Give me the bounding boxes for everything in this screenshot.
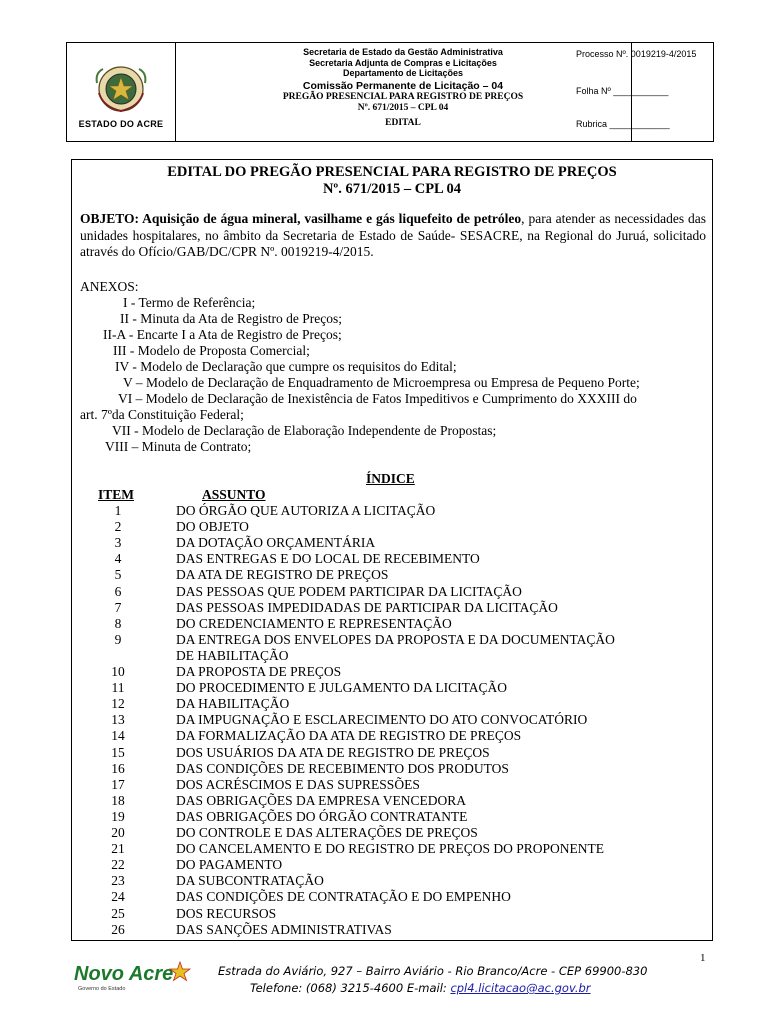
- indice-item-subject: DAS PESSOAS QUE PODEM PARTICIPAR DA LICITAÇÃO: [176, 584, 522, 599]
- indice-item-number: 10: [111, 664, 125, 679]
- indice-item-number: 11: [111, 680, 125, 695]
- header-edital: EDITAL: [385, 117, 421, 128]
- indice-col-assunto: ASSUNTO: [202, 487, 266, 502]
- indice-item-number: 6: [114, 584, 122, 599]
- header-title-cell: [175, 43, 632, 141]
- header-commission: Comissão Permanente de Licitação – 04: [302, 79, 504, 92]
- header-logo-cell: [67, 43, 176, 141]
- anexo-item: art. 7ºda Constituição Federal;: [80, 407, 244, 422]
- indice-item-number: 25: [111, 906, 125, 921]
- header-pregao: PREGÃO PRESENCIAL PARA REGISTRO DE PREÇOS: [282, 91, 524, 102]
- indice-item-subject: DA ATA DE REGISTRO DE PREÇOS: [176, 567, 389, 582]
- indice-item-subject: DOS USUÁRIOS DA ATA DE REGISTRO DE PREÇOS: [176, 745, 490, 760]
- footer-address: Estrada do Aviário, 927 – Bairro Aviário - Rio Branco/Acre - CEP 69900-830: [218, 964, 648, 978]
- anexo-item: V – Modelo de Declaração de Enquadramento de Microempresa ou Empresa de Pequeno Porte;: [123, 375, 640, 390]
- indice-item-subject: DO CREDENCIAMENTO E REPRESENTAÇÃO: [176, 616, 452, 631]
- indice-item-subject: DA ENTREGA DOS ENVELOPES DA PROPOSTA E DA DOCUMENTAÇÃO: [176, 632, 615, 647]
- anexo-item: III - Modelo de Proposta Comercial;: [113, 343, 310, 358]
- state-coat-of-arms-icon: [93, 63, 149, 115]
- indice-item-subject: DA IMPUGNAÇÃO E ESCLARECIMENTO DO ATO CONVOCATÓRIO: [176, 712, 588, 727]
- indice-item-number: 8: [114, 616, 122, 631]
- indice-item-number: 14: [111, 728, 125, 743]
- anexo-item: VIII – Minuta de Contrato;: [105, 439, 252, 454]
- indice-item-subject: DO PAGAMENTO: [176, 857, 283, 872]
- indice-item-number: 4: [114, 551, 122, 566]
- indice-item-number: 9: [114, 632, 122, 647]
- document-title-line-1: EDITAL DO PREGÃO PRESENCIAL PARA REGISTRO DE PREÇOS: [167, 164, 617, 180]
- objeto-label: OBJETO: Aquisição de água mineral, vasilhame e gás liquefeito de petróleo: [80, 211, 522, 226]
- anexo-item: VI – Modelo de Declaração de Inexistência de Fatos Impeditivos e Cumprimento do XXXIII do: [118, 391, 637, 406]
- indice-item-subject: DAS SANÇÕES ADMINISTRATIVAS: [176, 922, 392, 937]
- indice-item-subject: DOS RECURSOS: [176, 906, 277, 921]
- header-line-2: Secretaria Adjunta de Compras e Licitações: [309, 57, 497, 68]
- indice-col-item: ITEM: [98, 487, 135, 502]
- indice-item-number: 26: [111, 922, 125, 937]
- indice-item-number: 18: [111, 793, 125, 808]
- indice-item-number: 15: [111, 745, 125, 760]
- estado-label: ESTADO DO ACRE: [78, 119, 164, 129]
- novo-acre-logo-icon: [72, 958, 194, 998]
- footer-email-link[interactable]: cpl4.licitacao@ac.gov.br: [450, 981, 591, 995]
- indice-item-number: 19: [111, 809, 125, 824]
- indice-item-subject: DO PROCEDIMENTO E JULGAMENTO DA LICITAÇÃO: [176, 680, 508, 695]
- indice-item-number: 21: [111, 841, 125, 856]
- header-number: Nº. 671/2015 – CPL 04: [357, 102, 449, 113]
- indice-item-number: 23: [111, 873, 125, 888]
- rubrica-field: Rubrica ____________: [576, 119, 670, 129]
- indice-item-number: 3: [114, 535, 122, 550]
- indice-item-subject: DAS OBRIGAÇÕES DA EMPRESA VENCEDORA: [176, 793, 467, 808]
- footer-contact: [250, 981, 591, 995]
- anexo-item: IV - Modelo de Declaração que cumpre os requisitos do Edital;: [115, 359, 457, 374]
- indice-item-number: 7: [114, 600, 122, 615]
- indice-item-subject: DO CONTROLE E DAS ALTERAÇÕES DE PREÇOS: [176, 825, 478, 840]
- indice-item-subject: DO CANCELAMENTO E DO REGISTRO DE PREÇOS DO PROPONENTE: [176, 841, 605, 856]
- indice-item-subject: DAS OBRIGAÇÕES DO ÓRGÃO CONTRATANTE: [176, 809, 468, 824]
- indice-heading: ÍNDICE: [366, 471, 415, 486]
- logo-tagline: Governo do Estado: [78, 986, 126, 992]
- indice-item-subject: DA PROPOSTA DE PREÇOS: [176, 664, 342, 679]
- indice-item-subject: DO OBJETO: [176, 519, 249, 534]
- anexos-label: ANEXOS:: [80, 279, 139, 294]
- indice-item-subject: DAS ENTREGAS E DO LOCAL DE RECEBIMENTO: [176, 551, 480, 566]
- header-line-1: Secretaria de Estado da Gestão Administrativa: [303, 47, 503, 57]
- indice-item-subject: DA FORMALIZAÇÃO DA ATA DE REGISTRO DE PREÇOS: [176, 728, 522, 743]
- indice-item-number: 17: [111, 777, 125, 792]
- folha-field: Folha Nº ___________: [576, 86, 669, 96]
- indice-item-subject: DAS CONDIÇÕES DE RECEBIMENTO DOS PRODUTOS: [176, 761, 509, 776]
- page-number: 1: [700, 952, 706, 964]
- novo-acre-logo: [72, 958, 194, 1003]
- anexo-item: II - Minuta da Ata de Registro de Preços;: [120, 311, 342, 326]
- indice-item-subject: DA DOTAÇÃO ORÇAMENTÁRIA: [176, 535, 376, 550]
- indice-item-number: 1: [114, 503, 122, 518]
- indice-item-subject: DE HABILITAÇÃO: [176, 648, 289, 663]
- anexo-item: VII - Modelo de Declaração de Elaboração Independente de Propostas;: [112, 423, 497, 438]
- indice-item-subject: DAS CONDIÇÕES DE CONTRATAÇÃO E DO EMPENHO: [176, 889, 511, 904]
- logo-text: Novo Acre: [74, 963, 174, 985]
- indice-item-number: 12: [111, 696, 125, 711]
- indice-item-subject: DO ÓRGÃO QUE AUTORIZA A LICITAÇÃO: [176, 503, 436, 518]
- indice-item-subject: DAS PESSOAS IMPEDIDADAS DE PARTICIPAR DA LICITAÇÃO: [176, 600, 558, 615]
- indice-item-subject: DA SUBCONTRATAÇÃO: [176, 873, 324, 888]
- anexo-item: II-A - Encarte I a Ata de Registro de Preços;: [103, 327, 342, 342]
- footer-phone: Telefone: (068) 3215-4600 E-mail:: [250, 981, 451, 995]
- indice-item-subject: DOS ACRÉSCIMOS E DAS SUPRESSÕES: [176, 777, 420, 792]
- indice-item-number: 16: [111, 761, 125, 776]
- indice-item-number: 13: [111, 712, 125, 727]
- indice-item-number: 20: [111, 825, 125, 840]
- anexo-item: I - Termo de Referência;: [123, 295, 256, 310]
- indice-item-number: 5: [114, 567, 122, 582]
- indice-item-number: 22: [111, 857, 125, 872]
- indice-item-number: 2: [114, 519, 122, 534]
- document-title-line-2: Nº. 671/2015 – CPL 04: [322, 181, 462, 197]
- objeto-text: , para atender as necessidades das unidades hospitalares, no âmbito da Secretaria de Estado de Saúde- SESACRE, na Regional do Juruá, solicitado através do Ofício/GAB/DC/CPR Nº. 0019219-4/2015.: [80, 211, 706, 259]
- indice-item-number: 24: [111, 889, 125, 904]
- header-line-3: Departamento de Licitações: [342, 68, 464, 78]
- indice-item-subject: DA HABILITAÇÃO: [176, 696, 290, 711]
- objeto-paragraph: [80, 211, 706, 261]
- processo-number: Processo Nº. 0019219-4/2015: [576, 49, 697, 59]
